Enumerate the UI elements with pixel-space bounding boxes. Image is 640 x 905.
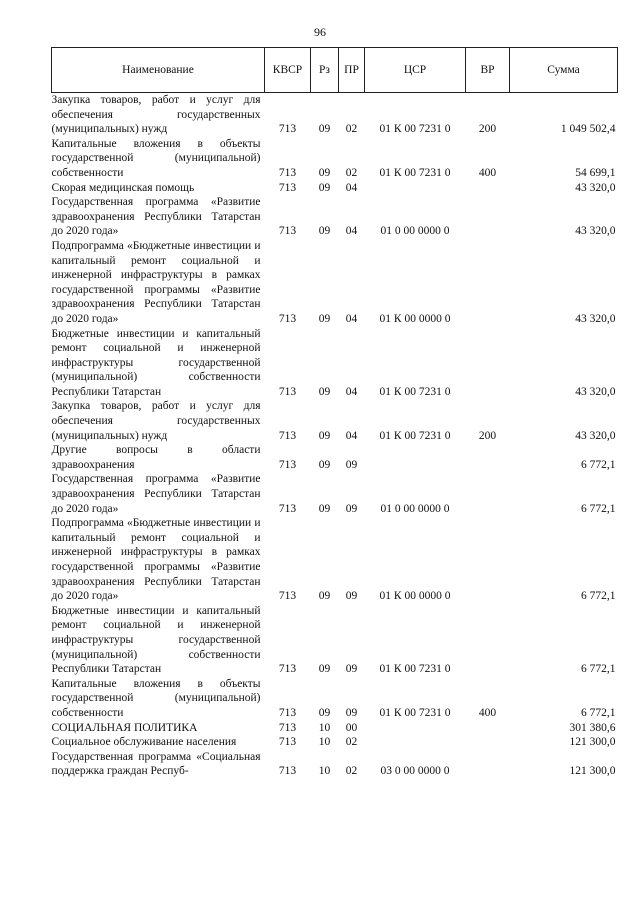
cell-vr <box>466 750 510 779</box>
page-number: 96 <box>314 25 326 39</box>
cell-vr: 200 <box>478 429 497 442</box>
cell-pr: 04 <box>345 312 358 325</box>
cell-csr <box>365 721 466 736</box>
cell-kvsr: 713 <box>278 765 297 778</box>
cell-kvsr: 713 <box>278 123 297 136</box>
cell-csr: 01 К 00 0000 0 <box>379 590 451 603</box>
cell-sum: 121 300,0 <box>569 736 616 749</box>
cell-pr: 02 <box>345 166 358 179</box>
cell-sum: 6 772,1 <box>581 590 616 603</box>
cell-kvsr: 713 <box>278 181 297 194</box>
table-row <box>52 750 618 779</box>
cell-pr: 02 <box>345 736 358 749</box>
cell-name: Государственная программа «Развитие здравоохранения Республики Татарстан до 2020 года» <box>51 473 261 515</box>
cell-vr <box>466 443 510 472</box>
cell-name: СОЦИАЛЬНАЯ ПОЛИТИКА <box>51 721 198 734</box>
header-rz: Рз <box>311 48 339 93</box>
table-row <box>52 93 618 137</box>
cell-sum: 43 320,0 <box>575 312 616 325</box>
cell-pr: 02 <box>345 765 358 778</box>
cell-pr: 00 <box>345 721 358 734</box>
table-row <box>52 604 618 677</box>
cell-name: Закупка товаров, работ и услуг для обеспечения государственных (муниципальных) нужд <box>51 94 261 136</box>
cell-name: Государственная программа «Развитие здравоохранения Республики Татарстан до 2020 года» <box>51 196 261 238</box>
cell-pr: 09 <box>345 458 358 471</box>
cell-name: Подпрограмма «Бюджетные инвестиции и капитальный ремонт социальной и инженерной инфраструктуры в рамках государственной программы «Развитие здравоохранения Республики Татарстан до 2020 года» <box>51 239 261 325</box>
cell-csr: 01 К 00 7231 0 <box>379 429 451 442</box>
table-row <box>52 677 618 721</box>
cell-csr: 01 К 00 7231 0 <box>379 706 451 719</box>
cell-rz: 09 <box>318 663 331 676</box>
cell-vr <box>466 472 510 516</box>
cell-rz: 10 <box>318 765 331 778</box>
cell-rz: 10 <box>318 736 331 749</box>
cell-kvsr: 713 <box>278 429 297 442</box>
cell-sum: 54 699,1 <box>575 166 616 179</box>
cell-csr <box>365 735 466 750</box>
header-kvsr: КВСР <box>265 48 311 93</box>
cell-rz: 09 <box>318 225 331 238</box>
cell-csr: 01 0 00 0000 0 <box>380 502 450 515</box>
header-pr: ПР <box>339 48 365 93</box>
cell-kvsr: 713 <box>278 502 297 515</box>
cell-pr: 04 <box>345 385 358 398</box>
cell-rz: 09 <box>318 590 331 603</box>
cell-vr: 400 <box>478 706 497 719</box>
cell-csr: 01 0 00 0000 0 <box>380 225 450 238</box>
cell-kvsr: 713 <box>278 385 297 398</box>
table-row <box>52 443 618 472</box>
cell-rz: 09 <box>318 458 331 471</box>
header-csr: ЦСР <box>365 48 466 93</box>
cell-rz: 09 <box>318 706 331 719</box>
table-row <box>52 327 618 400</box>
cell-csr: 01 К 00 7231 0 <box>379 663 451 676</box>
cell-csr: 01 К 00 0000 0 <box>379 312 451 325</box>
cell-name: Капитальные вложения в объекты государственной (муниципальной) собственности <box>51 677 261 719</box>
cell-sum: 43 320,0 <box>575 429 616 442</box>
cell-pr: 09 <box>345 663 358 676</box>
cell-vr <box>466 735 510 750</box>
cell-pr: 04 <box>345 181 358 194</box>
cell-csr: 01 К 00 7231 0 <box>379 385 451 398</box>
table-row <box>52 181 618 196</box>
cell-sum: 6 772,1 <box>581 706 616 719</box>
cell-kvsr: 713 <box>278 312 297 325</box>
cell-vr <box>466 327 510 400</box>
cell-csr: 03 0 00 0000 0 <box>380 765 450 778</box>
cell-rz: 09 <box>318 123 331 136</box>
cell-kvsr: 713 <box>278 706 297 719</box>
cell-rz: 10 <box>318 721 331 734</box>
cell-name: Капитальные вложения в объекты государственной (муниципальной) собственности <box>51 137 261 179</box>
cell-vr <box>466 721 510 736</box>
cell-kvsr: 713 <box>278 458 297 471</box>
cell-name: Социальное обслуживание населения <box>51 736 237 749</box>
cell-kvsr: 713 <box>278 721 297 734</box>
cell-vr <box>466 239 510 327</box>
cell-kvsr: 713 <box>278 736 297 749</box>
cell-vr: 200 <box>478 123 497 136</box>
table-row <box>52 472 618 516</box>
cell-rz: 09 <box>318 502 331 515</box>
cell-vr <box>466 516 510 604</box>
table-row <box>52 721 618 736</box>
cell-name: Бюджетные инвестиции и капитальный ремонт социальной и инженерной инфраструктуры государственной (муниципальной) собственности Республики Татарстан <box>51 604 261 676</box>
table-row <box>52 399 618 443</box>
header-name: Наименование <box>52 48 265 93</box>
cell-kvsr: 713 <box>278 663 297 676</box>
cell-kvsr: 713 <box>278 166 297 179</box>
cell-sum: 43 320,0 <box>575 385 616 398</box>
table-body <box>52 93 618 779</box>
table-header-row <box>52 48 618 93</box>
cell-rz: 09 <box>318 312 331 325</box>
cell-sum: 6 772,1 <box>581 502 616 515</box>
table-row <box>52 516 618 604</box>
cell-rz: 09 <box>318 385 331 398</box>
cell-pr: 04 <box>345 429 358 442</box>
cell-sum: 43 320,0 <box>575 225 616 238</box>
cell-pr: 04 <box>345 225 358 238</box>
table-row <box>52 239 618 327</box>
cell-vr: 400 <box>478 166 497 179</box>
header-sum: Сумма <box>510 48 618 93</box>
cell-sum: 121 300,0 <box>569 765 616 778</box>
cell-kvsr: 713 <box>278 590 297 603</box>
table-row <box>52 137 618 181</box>
cell-sum: 1 049 502,4 <box>560 123 616 136</box>
cell-pr: 09 <box>345 502 358 515</box>
cell-csr: 01 К 00 7231 0 <box>379 123 451 136</box>
cell-pr: 09 <box>345 590 358 603</box>
cell-sum: 6 772,1 <box>581 458 616 471</box>
cell-name: Скорая медицинская помощь <box>51 181 195 194</box>
cell-rz: 09 <box>318 429 331 442</box>
cell-sum: 43 320,0 <box>575 181 616 194</box>
table-row <box>52 735 618 750</box>
cell-name: Бюджетные инвестиции и капитальный ремонт социальной и инженерной инфраструктуры государственной (муниципальной) собственности Республики Татарстан <box>51 327 261 398</box>
cell-vr <box>466 181 510 196</box>
budget-table <box>51 47 618 779</box>
cell-name: Государственная программа «Социальная поддержка граждан Респуб- <box>51 750 261 778</box>
cell-rz: 09 <box>318 181 331 194</box>
cell-csr <box>365 181 466 196</box>
cell-name: Подпрограмма «Бюджетные инвестиции и капитальный ремонт социальной и инженерной инфраструктуры в рамках государственной программы «Развитие здравоохранения Республики Татарстан до 2020 года» <box>51 517 261 603</box>
header-vr: ВР <box>466 48 510 93</box>
cell-name: Другие вопросы в области здравоохранения <box>51 444 261 471</box>
table-row <box>52 195 618 239</box>
cell-name: Закупка товаров, работ и услуг для обеспечения государственных (муниципальных) нужд <box>51 400 261 442</box>
cell-csr <box>365 443 466 472</box>
cell-pr: 02 <box>345 123 358 136</box>
cell-sum: 301 380,6 <box>569 721 616 734</box>
cell-sum: 6 772,1 <box>581 663 616 676</box>
cell-vr <box>466 604 510 677</box>
cell-rz: 09 <box>318 166 331 179</box>
cell-vr <box>466 195 510 239</box>
cell-pr: 09 <box>345 706 358 719</box>
cell-csr: 01 К 00 7231 0 <box>379 166 451 179</box>
cell-kvsr: 713 <box>278 225 297 238</box>
